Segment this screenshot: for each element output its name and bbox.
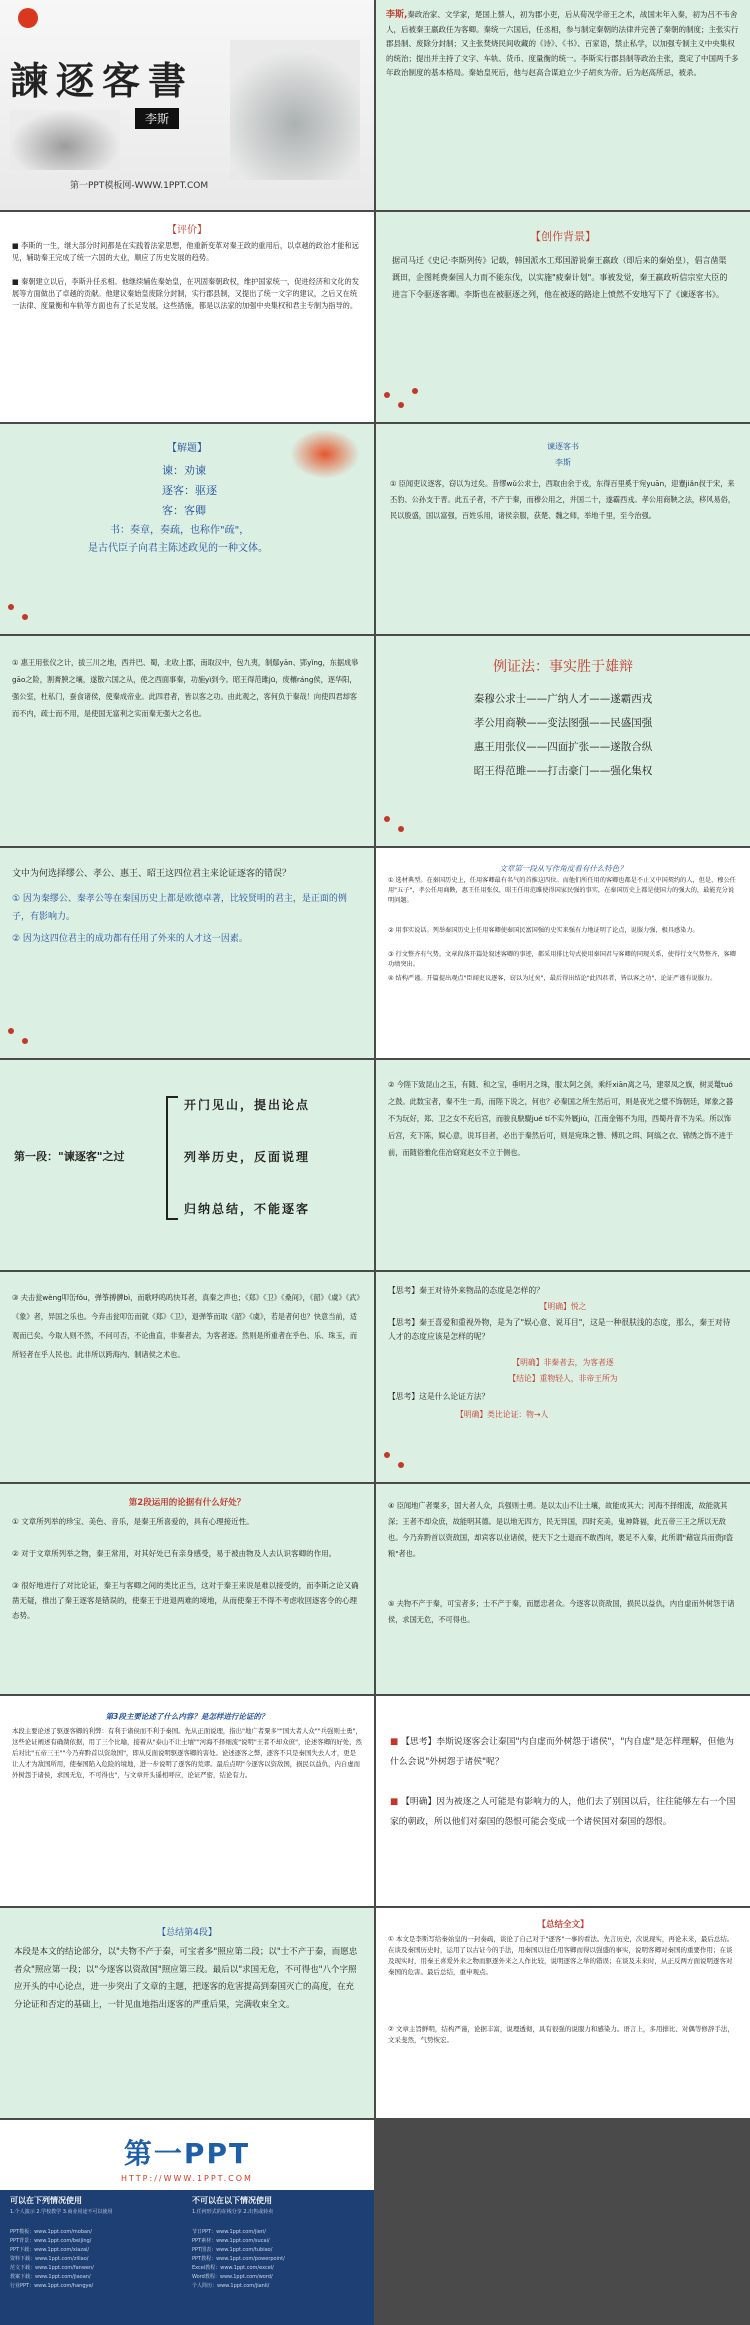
- para3-answer-text: 【明确】因为被逐之人可能是有影响力的人，他们去了别国以后，往往能够左右一个国家的朝政，所以他们对秦国的怨恨可能会变成一个诸侯国对秦国的怨恨。: [390, 1797, 736, 1827]
- page-title: 諫逐客書: [10, 58, 195, 103]
- advert-logo: 第一PPT: [123, 2137, 251, 2170]
- advert-link[interactable]: PPT模板：www.1ppt.com/moban/: [10, 2229, 92, 2235]
- advert-link[interactable]: 行业PPT：www.1ppt.com/hangye/: [10, 2283, 94, 2289]
- feature-4: ④ 结构严谨。开篇提出观点"臣闻吏议逐客，窃以为过矣"，最后得出结论"此四君者，皆以客之功"，论证严谨有说服力。: [388, 975, 717, 982]
- explain-line-2: 逐客：驱逐: [162, 484, 217, 497]
- para3-question: ■ 【思考】李斯说逐客会让秦国"内自虚而外树怨于诸侯"，"内自虚"是怎样理解，但他为什么会说"外树怨于诸侯"呢？: [390, 1737, 734, 1767]
- advert-link[interactable]: 范文下载：www.1ppt.com/fanwen/: [10, 2265, 94, 2271]
- example-heading: 例证法：事实胜于雄辩: [493, 659, 633, 675]
- text-para2: ② 今陛下致昆山之玉，有随、和之宝，垂明月之珠，服太阿之剑，乘纤xiān离之马，建翠凤之旗，树灵鼍tuó之鼓。此数宝者，秦不生一焉，而陛下说之，何也？必秦国之所生然后可，则是夜光之璧不饰朝廷，犀象之器不为玩好，郑、卫之女不充后宫，而骏良駃騠jué tí不实外厩jiù，江南金锡不为用，西蜀丹青不为采。所以饰后宫，充下陈，娱心意，说耳目者，必出于秦然后可，则是宛珠之簪、傅玑之珥、阿缟之衣、锦绣之饰不进于前，而随俗雅化佳冶窈窕赵女不立于侧也。: [388, 1080, 734, 1157]
- chariot-illustration: [10, 110, 120, 170]
- para3-answer: ■ 【明确】因为被逐之人可能是有影响力的人，他们去了别国以后，往往能够左右一个国家的朝政，所以他们对秦国的怨恨可能会变成一个诸侯国对秦国的怨恨。: [390, 1797, 736, 1827]
- example-line-3: 惠王用张仪——四面扩张——遂散合纵: [473, 741, 653, 753]
- para3-question-text: 【思考】李斯说逐客会让秦国"内自虚而外树怨于诸侯"，"内自虚"是怎样理解，但他为什么会说"外树怨于诸侯"呢？: [390, 1737, 734, 1767]
- evaluation-p1: ■ 李斯的一生，继大部分时间都是在实践着法家思想，他重新变革对秦王政的重用后，以卓越的政治才能和远见，辅助秦王完成了统一六国的大业，顺应了历史发展的趋势。: [12, 241, 359, 262]
- advert-link[interactable]: 节日PPT：www.1ppt.com/jieri/: [192, 2229, 266, 2235]
- background-heading: 【创作背景】: [530, 230, 596, 243]
- slide-para2-benefits[interactable]: [0, 1484, 374, 1694]
- explain-line-5: 是古代臣子向君主陈述政见的一种文体。: [88, 543, 268, 554]
- features-heading: 文章第一段从写作角度看有什么特色？: [499, 864, 627, 873]
- text-para4: ⑤ 夫物不产于秦，可宝者多；士不产于秦，而愿忠者众。今逐客以资敌国，损民以益仇，内自虚而外树怨于诸侯，求国无危，不可得也。: [388, 1599, 735, 1624]
- four-kings-answer-2: ② 因为这四位君主的成功都有任用了外来的人才这一因素。: [12, 934, 248, 944]
- slide-title[interactable]: [0, 0, 374, 210]
- slide-text-para3-4[interactable]: [376, 1484, 750, 1694]
- text-title: 谏逐客书: [547, 442, 579, 451]
- advert-right-head: 不可以在以下情况使用: [192, 2196, 272, 2205]
- text-para3: ④ 臣闻地广者粟多，国大者人众，兵强则士勇。是以太山不让土壤，故能成其大；河海不择细流，故能就其深；王者不却众庶，故能明其德。是以地无四方，民无异国，四时充美，鬼神降福，此五帝三王之所以无敌也。今乃弃黔首以资敌国，却宾客以业诸侯，使天下之士退而不敢西向，裹足不入秦，此所谓"藉寇兵而赍jī盗粮"者也。: [388, 1501, 734, 1558]
- benefit-2: ② 对于文章所列举之物，秦王常用，对其好处已有亲身感受，易于被由物及人去认识客卿的作用。: [12, 1549, 337, 1558]
- advert-right-sub: 1.任何形式的在线分享 2.出售或转卖: [192, 2209, 274, 2215]
- slide-background[interactable]: [376, 212, 750, 422]
- plum-blossom-icon: [376, 1442, 436, 1482]
- analysis-q1: 【思考】秦王对待外来物品的态度是怎样的？: [388, 1286, 544, 1295]
- slide-para4-summary[interactable]: [0, 1908, 374, 2118]
- slide-evaluation[interactable]: [0, 212, 374, 422]
- slide-para3-question[interactable]: [376, 1696, 750, 1906]
- plum-blossom-icon: [0, 594, 60, 634]
- plum-blossom-icon: [376, 806, 436, 846]
- advert-left-sub: 1.个人演示 2.学校教学 3.商业用途不可以使用: [10, 2209, 113, 2215]
- para4-summary-body: 本段是本文的结论部分，以"夫物不产于秦，可宝者多"照应第二段；以"士不产于秦，而愿忠者众"照应第一段；以"今逐客以资敌国"照应第三段。最后以"求国无危，不可得也"八个字照应开头的中心论点，进一步突出了文章的主题，把逐客的危害提高到秦国灭亡的高度，在充分论证和否定的基础上，一针见血地指出逐客的严重后果，完满收束全文。: [14, 1947, 358, 2010]
- slide-text-para1-cont[interactable]: [0, 636, 374, 846]
- slide-text-para2-cont[interactable]: [0, 1272, 374, 1482]
- brace-bracket: [166, 1096, 178, 1220]
- slide-example-method[interactable]: [376, 636, 750, 846]
- advert-link[interactable]: 个人简历：www.1ppt.com/jianli/: [192, 2283, 270, 2289]
- four-kings-answer-1: ① 因为秦缪公、秦孝公等在秦国历史上都是欧德卓著，比较贤明的君主，是正面的例子，有影响力。: [12, 894, 347, 922]
- slide-author-bio[interactable]: [376, 0, 750, 210]
- text-para1: ① 臣闻吏议逐客，窃以为过矣。昔缪wǔ公求士，西取由余于戎，东得百里奚于宛yuān，迎蹇jiǎn叔于宋，来丕豹、公孙支于晋。此五子者，不产于秦，而穆公用之，并国二十，遂霸西戎。孝公用商鞅之法，移风易俗，民以殷盛，国以富强，百姓乐用，诸侯亲服，获楚、魏之师，举地千里，至今治强。: [390, 479, 736, 520]
- red-sun-icon: [18, 8, 38, 28]
- benefit-3: ③ 很好地进行了对比论证，秦王与客卿之间的类比正当，这对于秦王来说是难以接受的，而李斯之论又确凿无疑，推出了秦王逐客是错误的，使秦王于进退两难的境地，从而使秦王不得不考虑收回逐客令的心理态势。: [12, 1581, 359, 1620]
- advert-link[interactable]: 教案下载：www.1ppt.com/jiaoan/: [10, 2274, 91, 2280]
- structure-point-3: 归纳总结，不能逐客: [184, 1202, 311, 1216]
- advert-link[interactable]: PPT下载：www.1ppt.com/xiazai/: [10, 2247, 90, 2253]
- four-kings-question: 文中为何选择缪公、孝公、惠王、昭王这四位君主来论证逐客的错误？: [12, 869, 292, 879]
- explain-line-3: 客：客卿: [162, 504, 206, 517]
- example-line-4: 昭王得范雎——打击豪门——强化集权: [473, 765, 653, 777]
- empty-area: [376, 2120, 750, 2325]
- para4-summary-heading: 【总结第4段】: [157, 1928, 217, 1938]
- evaluation-heading: 【评价】: [167, 225, 207, 236]
- feature-3: ③ 行文整齐有气势。文章段落开篇处叙述客卿的事迹，都采用排比句式使用秦国君与客卿的同现关系，使得行文气势整齐，客卿功绩突出。: [388, 951, 736, 968]
- slide-question-four-kings[interactable]: [0, 848, 374, 1058]
- structure-point-2: 列举历史，反面说理: [184, 1150, 311, 1164]
- plum-blossom-icon: [0, 1018, 60, 1058]
- analysis-conclusion: 【结论】重物轻人，非帝王所为: [508, 1374, 618, 1383]
- slide-text-para1[interactable]: [376, 424, 750, 634]
- argument-heading: 第3段主要论述了什么内容？是怎样进行论证的？: [105, 1712, 269, 1721]
- advert-link[interactable]: Excel教程：www.1ppt.com/excel/: [192, 2265, 274, 2271]
- example-line-1: 秦穆公求士——广纳人才——遂霸西戎: [473, 693, 653, 705]
- advert-link[interactable]: 资料下载：www.1ppt.com/ziliao/: [10, 2256, 89, 2262]
- analysis-q3: 【思考】这是什么论证方法？: [388, 1392, 490, 1401]
- full-summary-p1: ① 本文是李斯写给秦始皇的一封奏疏，谈论了自己对于"逐客"一事的看法。先言历史，次说现实，再论未来，最后总结。在谈及秦国历史时，运用了以古证今的手法，用秦国以往任用客卿而得以强盛的事实，说明客卿对秦国的重要作用；在谈及现实时，用秦王喜爱外来之物而驱逐外来之人作比较，说明逐客之举的错误；在谈及未来时，从正反两方面说明逐客对秦国的危害。最后总结，重申观点。: [388, 1935, 734, 1976]
- advert-link[interactable]: Word教程：www.1ppt.com/word/: [192, 2274, 273, 2280]
- advert-link[interactable]: PPT教程：www.1ppt.com/powerpoint/: [192, 2256, 285, 2262]
- author-tag: 李斯: [135, 108, 179, 129]
- explain-line-4: 书：奏章，奏疏，也称作"疏"，: [110, 525, 250, 536]
- benefits-heading: 第2段运用的论据有什么好处？: [128, 1498, 246, 1508]
- analysis-a2: 【明确】非秦者去，为客者逐: [512, 1358, 614, 1367]
- plum-blossom-icon: [376, 382, 436, 422]
- explain-line-1: 谏：劝谏: [162, 464, 206, 477]
- benefit-1: ① 文章所列举的珍宝、美色、音乐，是秦王所喜爱的，具有心理接近性。: [12, 1517, 254, 1526]
- slide-writing-features[interactable]: [376, 848, 750, 1058]
- advert-link[interactable]: PPT素材：www.1ppt.com/sucai/: [192, 2238, 270, 2244]
- slide-para1-structure[interactable]: [0, 1060, 374, 1270]
- text-author: 李斯: [555, 458, 571, 467]
- example-line-2: 孝公用商鞅——变法图强——民盛国强: [473, 717, 653, 729]
- background-body: 据司马迁《史记·李斯列传》记载，韩国派水工郑国游说秦王嬴政（即后来的秦始皇），倡言凿渠溉田，企图耗费秦国人力而不能东伐，以实施"疲秦计划"。事被发觉，秦王嬴政听信宗室大臣的进言下令驱逐客卿。李斯也在被驱逐之列，他在被逐的路途上愤然不安地写下了《谏逐客书》。: [392, 256, 728, 299]
- slide-para2-analysis[interactable]: [376, 1272, 750, 1482]
- advert-left-head: 可以在下列情况使用: [10, 2196, 82, 2205]
- explain-heading: 【解题】: [167, 443, 207, 454]
- evaluation-p2: ■ 秦朝建立以后，李斯升任丞相。他继续辅佐秦始皇，在巩固秦朝政权，维护国家统一，促进经济和文化的发展等方面做出了卓越的贡献。他建议秦始皇废除分封制，实行郡县制，又提出了统一文字的建议，之后又在统一法律、度量衡和车轨等方面也有了长足发展，这些措施，都是以法家的加强中央集权和君主专制为指导的。: [12, 277, 359, 310]
- title-footer: 第一PPT模板网-WWW.1PPT.COM: [70, 181, 209, 191]
- argument-body: 本段主要论述了驱逐客卿的利弊：有利于诸侯而不利于秦国。先从正面说理，指出"地广者粟多""国大者人众""兵强则士勇"，这些论证阐述有确凿依据，用了三个比喻，接着从"泰山不让土壤""河海不择细流"说明"王者不却众庶"，论述客卿的好处，然后对比"五帝三王""今乃弃黔首以资敌国"，即从反面说明驱逐客卿的害处。论述逐客之弊，逐客不只是秦国失去人才，更是让人才为敌国所用，使秦国陷入危险的境地，进一步说明了逐客的荒谬。最后点明"今逐客以资敌国，损民以益仇，内自虚而外树怨于诸侯，求国无危，不可得也"，与文章开头遥相呼应，论证严密，结论有力。: [12, 1727, 362, 1779]
- advert-link[interactable]: PPT背景：www.1ppt.com/beijing/: [10, 2238, 92, 2244]
- full-summary-heading: 【总结全文】: [537, 1920, 589, 1930]
- structure-point-1: 开门见山，提出论点: [184, 1098, 311, 1112]
- text-para2-cont: ③ 夫击瓮wèng叩缶fǒu，弹筝搏髀bì，而歌呼呜呜快耳者，真秦之声也；《郑》《卫》《桑间》，《韶》《虞》《武》《象》者，异国之乐也。今弃击瓮叩缶而就《郑》《卫》，退弹筝而取《韶》《虞》，若是者何也？快意当前，适观而已矣。今取人则不然，不问可否，不论曲直，非秦者去，为客者逐。然则是所重者在乎色、乐、珠玉，而所轻者在乎人民也。此非所以跨海内、制诸侯之术也。: [12, 1293, 361, 1359]
- ink-figures-illustration: [230, 40, 360, 180]
- author-bio: [386, 8, 740, 81]
- analysis-q2: 【思考】秦王喜爱和重视外物，是为了"娱心意、说耳目"，这是一种很肤浅的态度，那么，秦王对待人才的态度应该是怎样的呢？: [388, 1318, 731, 1341]
- slide-para3-argument[interactable]: [0, 1696, 374, 1906]
- feature-2: ② 用事实说话。列举秦国历史上任用客卿使秦国民富国强的史实来强有力地证明了论点，说服力强，极具感染力。: [388, 927, 699, 934]
- slide-advert[interactable]: [0, 2120, 374, 2325]
- full-summary-p2: ② 文章主旨鲜明，结构严谨，论据丰富，说理透彻，具有很强的说服力和感染力。语言上，多用排比、对偶等修辞手法，文采斐然，气势恢宏。: [388, 2025, 734, 2044]
- analysis-a3: 【明确】类比论证：物→人: [456, 1410, 549, 1419]
- advert-footer: [0, 2190, 374, 2325]
- author-bio-text: 秦政治家、文学家，楚国上蔡人，初为郡小吏，后从荀况学帝王之术，战国末年入秦，初为吕不韦舍人，后被秦王嬴政任为客卿。秦统一六国后，任丞相，参与制定秦朝的法律并完善了秦朝的制度；主张实行郡县制、废除分封制；又主张焚烧民间收藏的《诗》、《书》、百家语，禁止私学，以加强专制主义中央集权的统治；提出并主持了文字、车轨、货币、度量衡的统一。李斯实行郡县制等政治主张，奠定了中国两千多年政治制度的基本格局。秦始皇死后，他与赵高合谋迫立少子胡亥为帝。后为赵高所忌，被杀。: [386, 10, 739, 77]
- text-para1-cont: ① 惠王用张仪之计，拔三川之地，西并巴、蜀，北收上郡，南取汉中，包九夷，制鄢yān、郢yǐng，东据成皋gāo之险，割膏腴之壤，遂散六国之从，使之西面事秦，功施yì到今。昭王得范雎jū，废穰ráng侯，逐华阳，强公室，杜私门，蚕食诸侯，使秦成帝业。此四君者，皆以客之功。由此观之，客何负于秦哉！向使四君却客而不内，疏士而不用，是使国无富利之实而秦无强大之名也。: [12, 658, 359, 718]
- advert-url[interactable]: HTTP://WWW.1PPT.COM: [121, 2174, 253, 2183]
- advert-link[interactable]: PPT图表：www.1ppt.com/tubiao/: [192, 2247, 273, 2253]
- slide-full-summary[interactable]: [376, 1908, 750, 2118]
- feature-1: ① 选材典型。在秦国历史上，任用客卿最有名气的首推这四位。而他们所任用的客卿也都是不止又中国契约的人，但是，穆公任用"五子"，孝公任用商鞅，惠王任用张仪，昭王任用范雎使得国家民强的事实，在秦国历史上都是使国力的强大的，最能充分说明问题。: [388, 877, 736, 904]
- advert-links: [10, 2228, 364, 2322]
- structure-label: 第一段："谏逐客"之过: [14, 1150, 125, 1163]
- slide-title-explain[interactable]: [0, 424, 374, 634]
- analysis-a1: 【明确】悦之: [539, 1302, 587, 1311]
- slide-text-para2[interactable]: [376, 1060, 750, 1270]
- author-name: 李斯,: [386, 10, 408, 20]
